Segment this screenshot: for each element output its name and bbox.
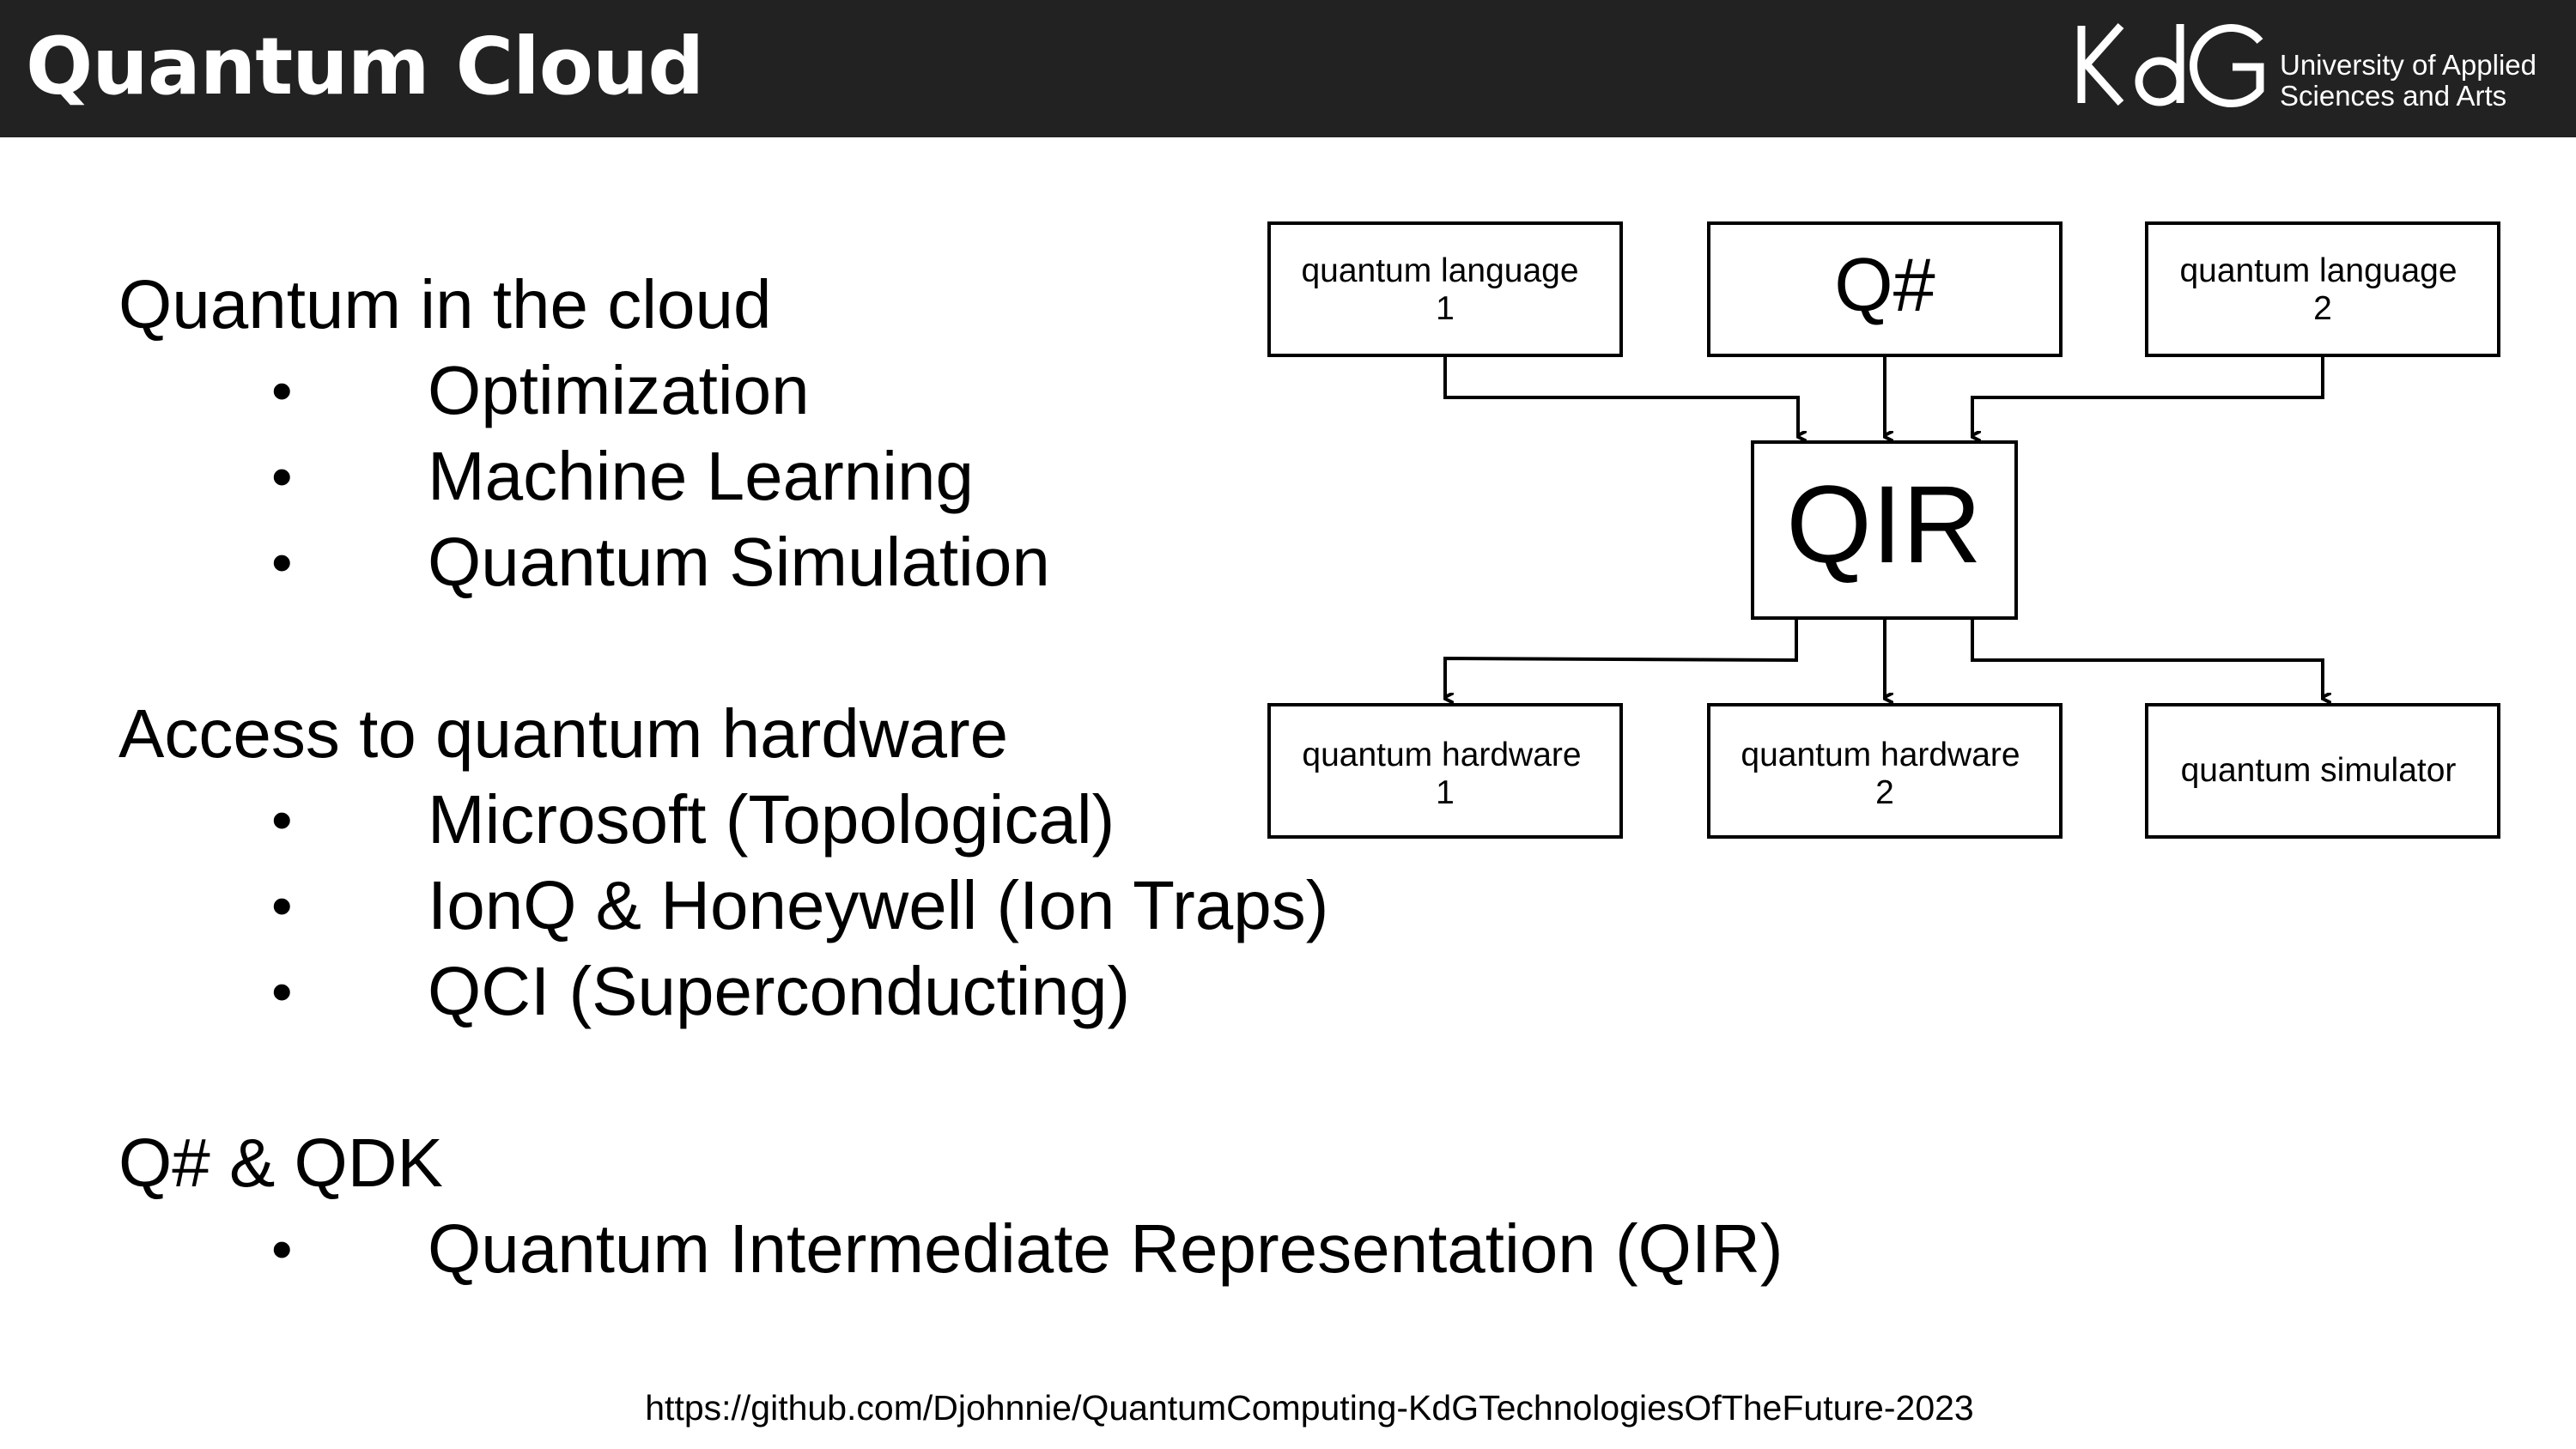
node-label: quantum hardware: [1302, 737, 1582, 773]
section-heading-hardware: Access to quantum hardware: [118, 695, 1009, 772]
node-label: Q#: [1834, 242, 1935, 327]
connector-lang1-to-qir: [1445, 355, 1798, 436]
node-label: quantum hardware: [1741, 737, 2020, 773]
node-quantum-hardware-1: [1269, 705, 1621, 837]
node-label: 1: [1436, 774, 1455, 811]
bullet-text: Quantum Simulation: [428, 524, 1050, 600]
node-qir: [1753, 442, 2016, 618]
node-qsharp: [1709, 223, 2061, 355]
bullet-text: IonQ & Honeywell (Ion Traps): [428, 867, 1329, 943]
slide-title: Quantum Cloud: [26, 21, 704, 112]
bullet-text: QCI (Superconducting): [428, 953, 1131, 1029]
bullet-symbol: •: [271, 958, 293, 1025]
bullet-text: Quantum Intermediate Representation (QIR): [428, 1210, 1783, 1287]
bullet-symbol: •: [271, 443, 293, 510]
connector-qir-to-hw1: [1445, 618, 1796, 698]
node-quantum-simulator: [2147, 705, 2499, 837]
connector-lang2-to-qir: [1972, 355, 2323, 436]
logo-tagline-line2: Sciences and Arts: [2280, 80, 2507, 112]
footer-link[interactable]: https://github.com/Djohnnie/QuantumComputing-KdGTechnologiesOfTheFuture-2023: [645, 1388, 1974, 1428]
section-heading-qdk: Q# & QDK: [118, 1125, 443, 1201]
bullet-symbol: •: [271, 529, 293, 596]
node-label: 2: [1875, 774, 1894, 811]
node-label: quantum language: [1301, 252, 1579, 289]
bullet-text: Optimization: [428, 352, 810, 428]
node-label: quantum language: [2179, 252, 2458, 289]
node-quantum-language-1: [1269, 223, 1621, 355]
logo-tagline-line1: University of Applied: [2280, 49, 2537, 81]
bullet-symbol: •: [271, 786, 293, 853]
bullet-symbol: •: [271, 872, 293, 939]
node-quantum-hardware-2: [1709, 705, 2061, 837]
node-label: 2: [2313, 290, 2332, 327]
node-label: 1: [1436, 290, 1455, 327]
bullet-symbol: •: [271, 1216, 293, 1282]
bullet-text: Microsoft (Topological): [428, 781, 1115, 858]
bullet-text: Machine Learning: [428, 438, 974, 514]
connector-qir-to-simulator: [1972, 618, 2323, 698]
node-label: quantum simulator: [2180, 752, 2457, 789]
section-heading-cloud: Quantum in the cloud: [118, 266, 772, 343]
bullet-symbol: •: [271, 357, 293, 424]
node-label: QIR: [1786, 464, 1982, 586]
node-quantum-language-2: [2147, 223, 2499, 355]
